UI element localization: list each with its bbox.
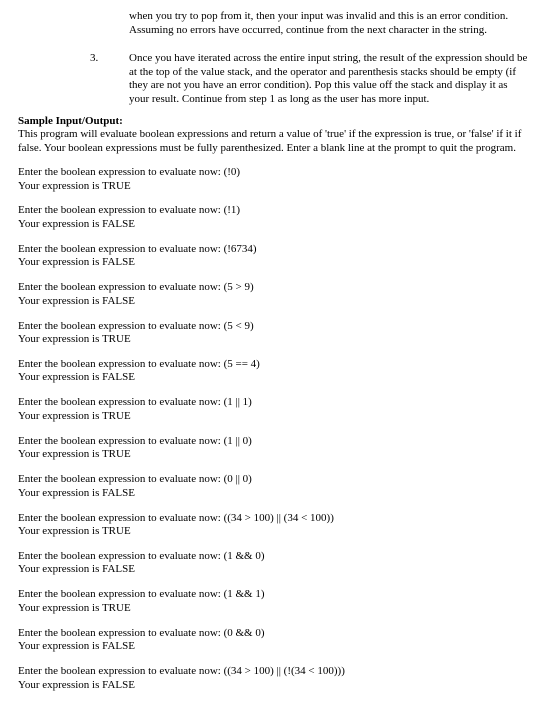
example-result: Your expression is TRUE: [18, 333, 131, 346]
example-result: Your expression is FALSE: [18, 371, 135, 384]
example-prompt: Enter the boolean expression to evaluate now: (1 || 1): [18, 396, 252, 409]
step-number: 3.: [90, 52, 99, 64]
sample-intro: This program will evaluate boolean expressions and return a value of 'true' if the expression is true, or 'false' if it if false. Your boolean expressions must be fully parenthesized. Enter a blank line at the prompt to quit the program.: [18, 128, 522, 154]
example-prompt: Enter the boolean expression to evaluate now: (!1): [18, 204, 241, 217]
example-item: [18, 435, 533, 462]
example-prompt: Enter the boolean expression to evaluate now: (5 > 9): [18, 281, 254, 294]
example-prompt: Enter the boolean expression to evaluate now: ((34 > 100) || (34 < 100)): [18, 511, 334, 524]
sample-heading: Sample Input/Output:: [18, 115, 123, 127]
example-item: [18, 550, 533, 577]
example-result: Your expression is FALSE: [18, 678, 135, 691]
step-text: Once you have iterated across the entire input string, the result of the expression should be at the top of the value stack, and the operator and parenthesis stacks should be empty (if they are not you have an error condition). Pop this value off the stack and display it as your result. Continue from step 1 as long as the user has more input.: [129, 52, 528, 105]
example-prompt: Enter the boolean expression to evaluate now: (!6734): [18, 242, 257, 255]
example-item: [18, 665, 533, 692]
example-result: Your expression is TRUE: [18, 525, 131, 538]
example-prompt: Enter the boolean expression to evaluate now: (1 || 0): [18, 434, 252, 447]
example-item: [18, 281, 533, 308]
example-result: Your expression is TRUE: [18, 409, 131, 422]
example-item: [18, 320, 533, 347]
example-prompt: Enter the boolean expression to evaluate now: (5 == 4): [18, 357, 260, 370]
example-result: Your expression is FALSE: [18, 486, 135, 499]
example-item: [18, 627, 533, 654]
example-item: [18, 512, 533, 539]
example-result: Your expression is TRUE: [18, 601, 131, 614]
example-item: [18, 396, 533, 423]
example-prompt: Enter the boolean expression to evaluate now: (1 && 1): [18, 588, 265, 601]
example-result: Your expression is TRUE: [18, 179, 131, 192]
continuation-line: Assuming no errors have occurred, continue from the next character in the string.: [129, 23, 487, 36]
example-prompt: Enter the boolean expression to evaluate now: ((34 > 100) || (!(34 < 100))): [18, 665, 345, 678]
example-result: Your expression is FALSE: [18, 256, 135, 269]
example-result: Your expression is FALSE: [18, 640, 135, 653]
example-item: [18, 204, 533, 231]
continuation-paragraph: [129, 10, 529, 37]
continuation-line: when you try to pop from it, then your input was invalid and this is an error condition.: [129, 10, 509, 22]
example-result: Your expression is FALSE: [18, 563, 135, 576]
example-item: [18, 473, 533, 500]
example-result: Your expression is TRUE: [18, 448, 131, 461]
example-prompt: Enter the boolean expression to evaluate now: (!0): [18, 166, 241, 178]
examples-list: [18, 166, 533, 703]
example-prompt: Enter the boolean expression to evaluate now: (1 && 0): [18, 549, 265, 562]
example-prompt: Enter the boolean expression to evaluate now: (0 && 0): [18, 626, 265, 639]
step-3: [90, 52, 528, 106]
example-item: [18, 243, 533, 270]
example-item: [18, 358, 533, 385]
example-item: [18, 166, 533, 193]
example-prompt: Enter the boolean expression to evaluate now: (5 < 9): [18, 319, 254, 332]
example-result: Your expression is FALSE: [18, 294, 135, 307]
example-result: Your expression is FALSE: [18, 217, 135, 230]
example-item: [18, 588, 533, 615]
example-prompt: Enter the boolean expression to evaluate now: (0 || 0): [18, 473, 252, 486]
